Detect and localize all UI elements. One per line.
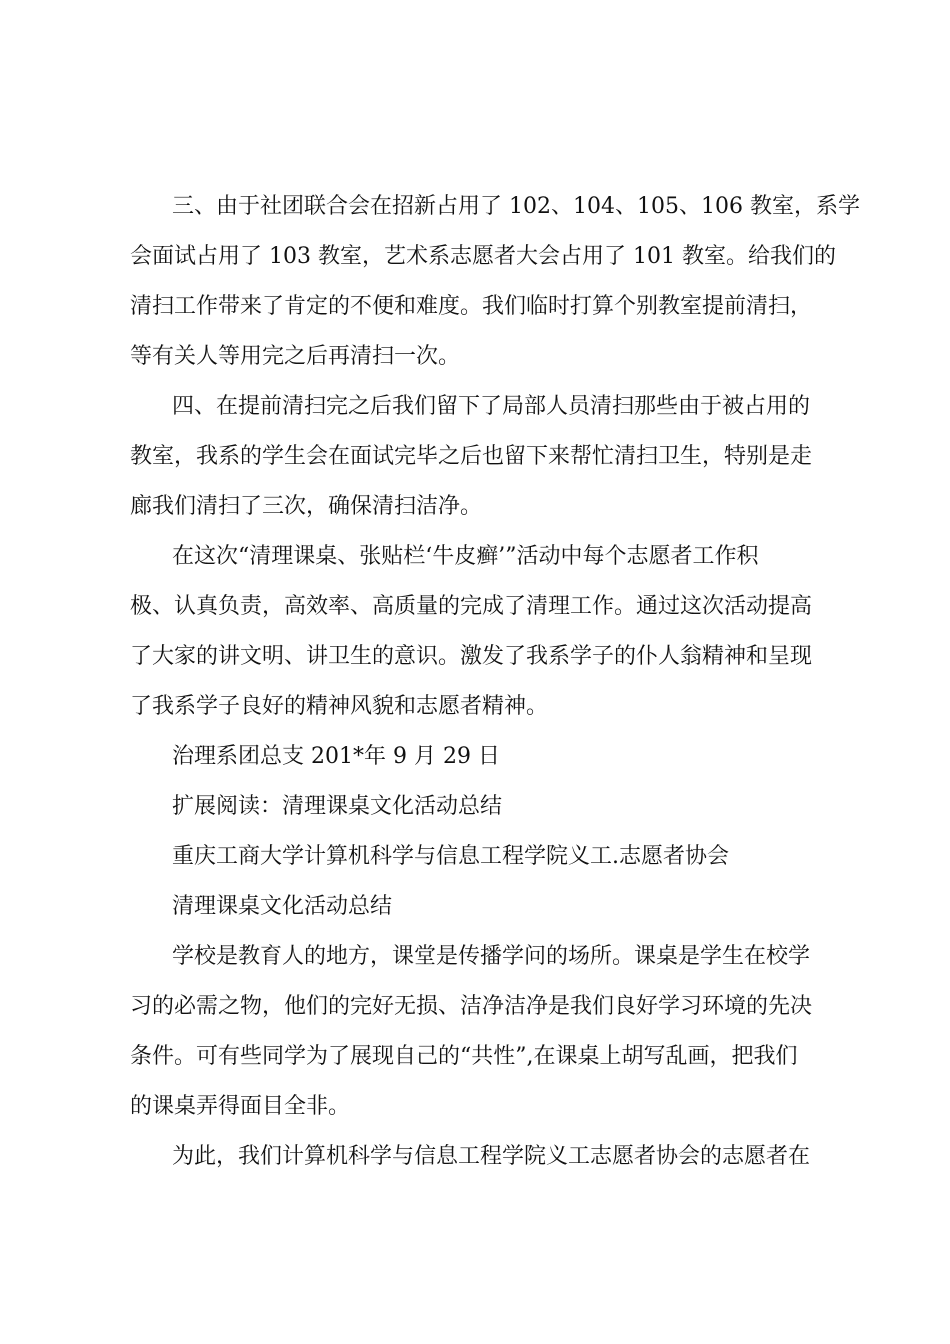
section-title: 清理课桌文化活动总结	[172, 894, 393, 919]
text-line: 为此，我们计算机科学与信息工程学院义工志愿者协会的志愿者在	[172, 1144, 811, 1169]
extended-reading-label: 扩展阅读：清理课桌文化活动总结	[172, 794, 503, 819]
text-line: 清扫工作带来了肯定的不便和难度。我们临时打算个别教室提前清扫，	[130, 294, 813, 319]
text-line: 条件。可有些同学为了展现自己的“共性”,在课桌上胡写乱画，把我们	[130, 1044, 798, 1069]
text-line: 等有关人等用完之后再清扫一次。	[130, 344, 461, 369]
text-line: 习的必需之物，他们的完好无损、洁净洁净是我们良好学习环境的先决	[130, 994, 813, 1019]
text-line: 了大家的讲文明、讲卫生的意识。激发了我系学子的仆人翁精神和呈现	[130, 644, 813, 669]
text-line: 四、在提前清扫完之后我们留下了局部人员清扫那些由于被占用的	[172, 394, 811, 419]
signature-date: 治理系团总支 201*年 9 月 29 日	[172, 744, 500, 769]
text-line: 三、由于社团联合会在招新占用了 102、104、105、106 教室，系学	[172, 194, 860, 219]
text-line: 在这次“清理课桌、张贴栏‘牛皮癣’”活动中每个志愿者工作积	[172, 544, 759, 569]
text-line: 会面试占用了 103 教室，艺术系志愿者大会占用了 101 教室。给我们的	[130, 244, 836, 269]
text-line: 学校是教育人的地方，课堂是传播学问的场所。课桌是学生在校学	[172, 944, 811, 969]
text-line: 了我系学子良好的精神风貌和志愿者精神。	[130, 694, 549, 719]
organization-name: 重庆工商大学计算机科学与信息工程学院义工.志愿者协会	[172, 844, 729, 869]
text-line: 廊我们清扫了三次，确保清扫洁净。	[130, 494, 483, 519]
text-line: 极、认真负责，高效率、高质量的完成了清理工作。通过这次活动提高	[130, 594, 813, 619]
text-line: 的课桌弄得面目全非。	[130, 1094, 351, 1119]
text-line: 教室，我系的学生会在面试完毕之后也留下来帮忙清扫卫生，特别是走	[130, 444, 813, 469]
